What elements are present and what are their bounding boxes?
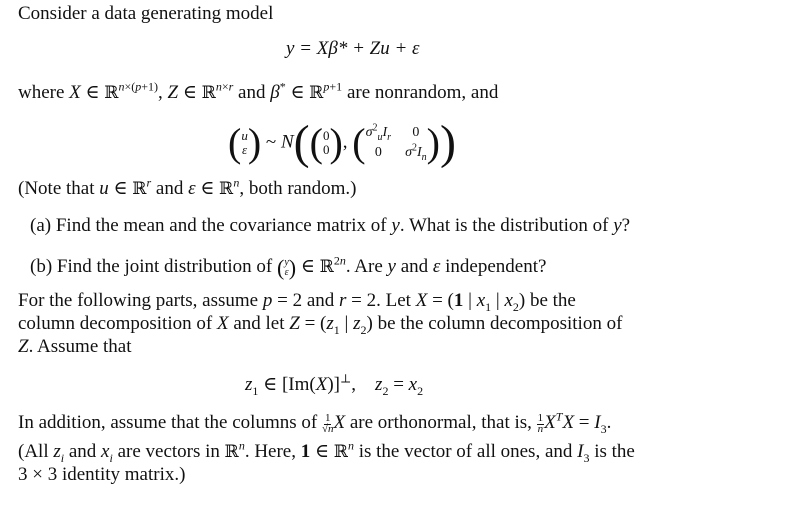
part-b: (b) Find the joint distribution of (y ε) ∈ ℝ$^{2n}$. Are y and ε independent? <box>30 253 547 280</box>
assumption-line-2: (All $z_i$ and $x_i$ are vectors in ℝ$^n$. Here, 1 ∈ ℝ$^n$ is the vector of all ones, and $I_3$ is the <box>18 438 635 465</box>
assumption-display: $z_1$ ∈ [Im(X)]⊥, $z_2 = x_2$ <box>245 371 424 398</box>
following-line-1: For the following parts, assume p = 2 and r = 2. Let X = (1 | $x_1$ | $x_2$) be the <box>18 290 576 314</box>
normal-symbol: N <box>280 131 294 153</box>
where-line: where X ∈ ℝ$^{n\times(p+1)}$, Z ∈ ℝ$^{n\times r}$ and β* ∈ ℝ$^{p+1}$ are nonrandom, and <box>18 79 499 103</box>
note-line: (Note that u ∈ ℝ$^r$ and ε ∈ ℝ$^n$, both random.) <box>18 175 357 199</box>
following-line-3: Z. Assume that <box>18 336 132 357</box>
and-word: and <box>238 82 266 103</box>
nonrandom-tail: are nonrandom, and <box>346 82 499 103</box>
where-word: where <box>18 82 65 103</box>
part-b-label: (b) <box>30 256 53 277</box>
assumption-line-3: 3 × 3 identity matrix.) <box>18 464 186 485</box>
intro-text: Consider a data generating model <box>18 3 274 24</box>
following-line-2: column decomposition of X and let $Z = (z_1$ | $z_2$) be the column decomposition of <box>18 313 623 337</box>
part-a-label: (a) <box>30 215 52 236</box>
part-a: (a) Find the mean and the covariance matrix of y. What is the distribution of y? <box>30 215 631 236</box>
distribution-display: (u ε) ~ N((0 0), ( $\sigma^2_uI_r$ 0 0 $\sigma^2I_n$ )) <box>228 115 456 169</box>
assumption-line-1: In addition, assume that the columns of $\frac{1}{√n}X$ are orthonormal, that is, $\frac{1}{n}X^TX = I_3$. <box>18 409 612 436</box>
model-equation: y = Xβ* + Zu + ε <box>286 38 420 59</box>
